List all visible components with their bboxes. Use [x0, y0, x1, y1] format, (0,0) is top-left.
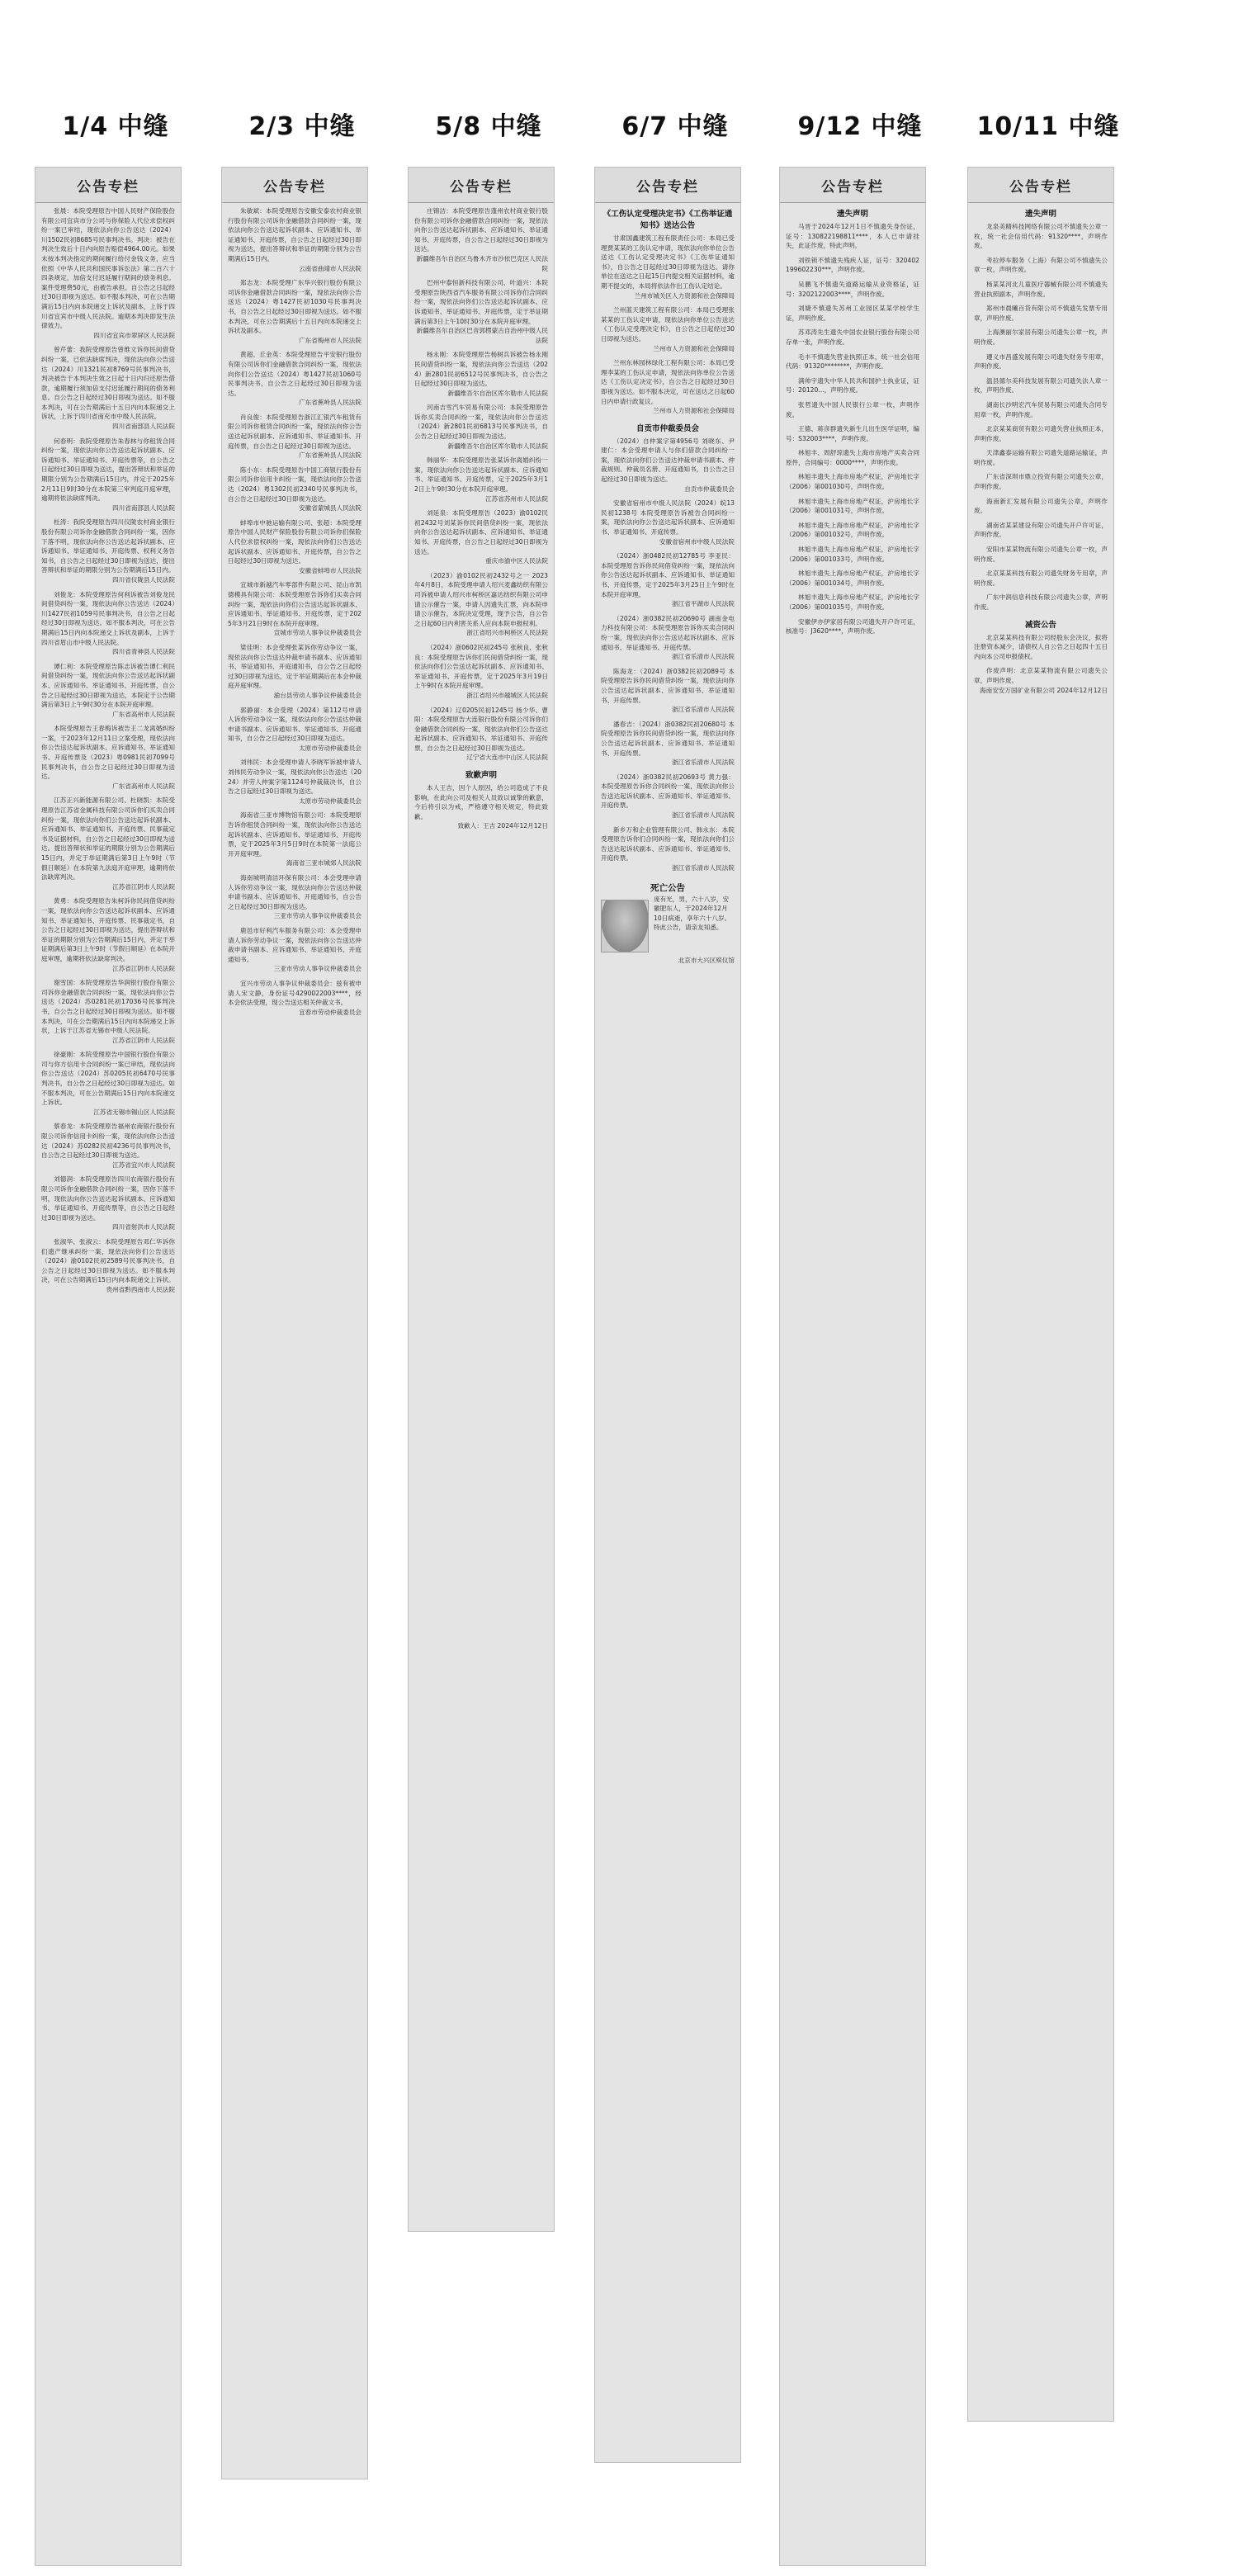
notice-text: 鹿邑市好利汽车服务有限公司：本会受理申请人诉你劳动争议一案，现依法向你公告送达仲裁申请书副本、应诉通知书、举证通知书、开庭通知书。 — [228, 926, 361, 963]
column-header: 公告专栏 — [780, 168, 925, 203]
column-header: 公告专栏 — [968, 168, 1113, 203]
notice-item — [409, 452, 554, 505]
notice-item — [968, 397, 1113, 421]
notice-heading: 《工伤认定受理决定书》《工伤举证通知书》送达公告 — [602, 210, 733, 230]
notice-text: 曾芹蕾：我院受理原告曾维文诉你民间借贷纠纷一案，已依法缺席判决，现依法向你公告送达（2024）川1321民初8769号民事判决书，判决被告于本判决生效之日起十日内归还原告借款，逾期履行须加倍支付迟延履行期间的债务利息。自公告之日起经过30日即视为送达。如不服本判决，可在公告期满后十五日内向本院递交上诉状，上诉于四川省南充市中级人民法院。 — [41, 346, 175, 421]
notice-item — [222, 577, 367, 640]
notice-item — [595, 822, 740, 875]
notice-text: 蚌埠市中驰运输有限公司、张超：本院受理原告中国人民财产保险股份有限公司诉你们保险人代位求偿权纠纷一案，现依法向你们公告送达起诉状副本、应诉通知书、开庭传票，自公告之日起经过30日即视为送达。 — [228, 518, 361, 565]
notice-text: （2024）自仲案字第4956号 刘晓东、尹建仁：本会受理申请人与你们借款合同纠纷一案，现依法向你们公告送达仲裁申请书副本、仲裁规则、仲裁员名册、开庭通知书，自公告之日起经过30日即视为送达。 — [601, 437, 735, 484]
notice-text: 肖良俊：本院受理原告浙江汇银汽车租赁有限公司诉你租赁合同纠纷一案，现依法向你公告送达起诉状副本、应诉通知书、举证通知书、开庭传票，自公告之日起经过30日即视为送达。 — [228, 413, 361, 450]
notice-text: 林旭丰遗失上海市房地产权证，沪房地长字（2006）第001031号，声明作废。 — [786, 497, 919, 515]
notice-item — [35, 975, 181, 1047]
notice-signature: 广东省蕉岭县人民法院 — [299, 399, 361, 407]
notice-signature: 重庆市渝中区人民法院 — [485, 557, 548, 565]
notice-item — [780, 445, 925, 469]
notice-signature: 四川省青神县人民法院 — [112, 648, 175, 656]
notice-signature: 浙江省绍兴市越城区人民法院 — [466, 691, 548, 699]
notice-text: 刘铁锁不慎遗失残疾人证，证号：320402199602230***，声明作废。 — [786, 256, 919, 274]
notice-item — [409, 505, 554, 568]
notice-text: 刘俊龙：本院受理原告何利诉被告刘俊龙民间借贷纠纷一案，现依法向你公告送达（2024）川1427民初1059号民事判决书，自公告之日起经过30日即视为送达。如不服本判决，可在公告期满后15日内向本院递交上诉状及副本，上诉于四川省眉山市中级人民法院。 — [41, 590, 175, 646]
notice-item — [968, 349, 1113, 373]
notice-column — [221, 167, 368, 2479]
notice-item — [968, 253, 1113, 277]
notice-item — [968, 300, 1113, 324]
notice-text: 杜涛：我院受理原告四川仪陇农村商业银行股份有限公司诉你金融借款合同纠纷一案，因你下落不明，现依法向你公告送达起诉状副本、应诉通知书、举证通知书、开庭传票、权利义务告知书，自公告之日起经过30日即视为送达，提出答辩状和举证的期限分别为公告期满后15日内。 — [41, 518, 175, 574]
notice-signature: 浙江省乐清市人民法院 — [672, 864, 735, 872]
notice-item — [222, 807, 367, 870]
notice-item — [968, 541, 1113, 565]
notice-item — [35, 342, 181, 432]
obituary-heading: 死亡公告 — [650, 882, 685, 893]
notice-text: 林旭丰遗失上海市房地产权证，沪房地长字（2006）第001032号，声明作废。 — [786, 521, 919, 539]
notice-item — [222, 702, 367, 755]
notice-text: 宜兴市劳动人事争议仲裁委员会：兹有被申请人宋文静，身份证号4290022003****，经本会依法受理，现公告送达相关仲裁文书。 — [228, 979, 361, 1007]
notice-signature: 广东省高州市人民法院 — [112, 710, 175, 718]
notice-text: 兰州东林园林绿化工程有限公司：本局已受理李某的工伤认定申请，现依法向你单位公告送达《工伤认定决定书》，自公告之日起经过30日即视为送达。如不服本决定，可在送达之日起60日内申请行政复议。 — [601, 359, 735, 405]
notice-item — [968, 445, 1113, 469]
notice-text: （2024）浙0482民初12785号 李亚民：本院受理原告诉你民间借贷纠纷一案，现依法向你公告送达起诉状副本、应诉通知书、举证通知书、开庭传票，定于2025年3月25日上午9时在本院开庭审理。 — [601, 552, 735, 598]
notice-text: 广东中润信息科技有限公司遗失公章，声明作废。 — [974, 593, 1108, 611]
notice-signature: 江苏省苏州市人民法院 — [485, 494, 548, 503]
notice-signature: 新疆维吾尔自治区库尔勒市人民法院 — [447, 389, 548, 397]
notice-text: 天津鑫泰运输有限公司遗失道路运输证，声明作废。 — [974, 449, 1108, 466]
notice-item — [968, 277, 1113, 300]
notice-item — [780, 565, 925, 589]
notice-text: （2024）辽0205民初1245号 杨少华、曹阳：本院受理原告大连银行股份有限公司诉你们金融借款合同纠纷一案，现依法向你们公告送达起诉状副本、应诉通知书、举证通知书、开庭传票，自公告之日起经过30日即视为送达。 — [414, 706, 548, 752]
notice-item — [35, 1171, 181, 1234]
notice-item — [222, 923, 367, 976]
notice-text: 刘婕不慎遗失苏州工业园区某某学校学生证，声明作废。 — [786, 305, 919, 322]
notice-item — [780, 421, 925, 445]
notice-signature: 辽宁省大连市中山区人民法院 — [466, 754, 548, 762]
notice-item — [780, 203, 925, 253]
notice-text: 本院受理原告王春梅诉被告王二龙离婚纠纷一案，于2023年12月11日立案受理，现依法向你公告送达起诉状副本、应诉通知书、举证通知书、开庭传票及（2023）粤0981民初7099号民事判决书，自公告之日起经过30日即视为送达。 — [41, 725, 175, 781]
notice-column — [967, 167, 1114, 2422]
notice-item — [35, 433, 181, 515]
notice-text: 谢雪国：本院受理原告华润银行股份有限公司诉你金融借款合同纠纷一案，现依法向你公告送达（2024）苏0281民初17036号民事判决书，自公告之日起经过30日即视为送达。如不服本判决，可在公告期满后15日内向本院递交上诉状，上诉于江苏省无锡市中级人民法院。 — [41, 979, 175, 1035]
notice-signature: 宜春市劳动仲裁委员会 — [299, 1008, 361, 1016]
notice-item — [780, 277, 925, 300]
notice-item — [780, 349, 925, 373]
notice-text: 本人王吉，因个人原因，给公司造成了不良影响，在此向公司及相关人员致以诚挚的歉意，今后将引以为戒，严格遵守相关规定，特此致歉。 — [414, 784, 548, 820]
column-body — [780, 203, 925, 638]
notice-text: 郭静丽：本会受理（2024）第112号申请人诉你劳动争议一案，现依法向你公告送达仲裁申请书副本、应诉通知书、举证通知书、开庭通知书，自公告之日起经过30日即视为送达。 — [228, 706, 361, 743]
notice-signature: 新疆维吾尔自治区乌鲁木齐市沙依巴克区人民法院 — [416, 254, 548, 272]
notice-signature: 新疆维吾尔自治区库尔勒市人民法院 — [447, 442, 548, 450]
notice-text: 安徽省宿州市中级人民法院（2024）皖13民初1238号 本院受理原告诉被告合同纠纷一案，现依法向你公告送达起诉状副本、应诉通知书、举证通知书、开庭传票。 — [601, 499, 735, 536]
notice-text: 潘春吉：（2024）浙0382民初20680号 本院受理原告诉你民间借贷纠纷一案，现依法向你公告送达起诉状副本、应诉通知书、举证通知书、开庭传票。 — [601, 720, 735, 757]
notice-signature: 海南安安万国矿业有限公司 2024年12月12日 — [980, 686, 1108, 694]
notice-text: 郑州市晨曦百货有限公司不慎遗失发票专用章，声明作废。 — [974, 305, 1108, 322]
notice-text: 考拉停车服务（上海）有限公司不慎遗失公章一枚，声明作废。 — [974, 256, 1108, 274]
notice-text: 宜城市新越汽车零部件有限公司、昆山市凯德模具有限公司：本院受理原告诉你们买卖合同纠纷一案，现依法向你们公告送达起诉状副本、应诉通知书、举证通知书、开庭传票，定于2025年3月21日9时在本院开庭审理。 — [228, 581, 361, 627]
notice-text: 黄勇：本院受理原告朱柯诉你民间借贷纠纷一案，现依法向你公告送达起诉状副本、应诉通知书、举证通知书、开庭传票、民事裁定书，自公告之日起经过30日即视为送达，提出答辩状和举证的期限分别为公告期满后15日内，并定于举证期满后第3日上午9时（节假日顺延）在本院开庭审理，逾期将依法缺席判决。 — [41, 897, 175, 962]
notice-signature: 三亚市劳动人事争议仲裁委员会 — [273, 912, 361, 920]
notice-item — [35, 514, 181, 586]
notice-text: （2023）渝0102民初2432号之一 2023年4月8日，本院受理申请人绍兴麦鑫纺织有限公司诉被申请人绍兴市柯桥区嘉达纺织有限公司申请公示催告一案，申请人因遗失汇票，向本院申请公示催告，本院决定受理，现予公告，自公告之日起60日内利害关系人应向本院申报权利。 — [414, 571, 548, 627]
notice-text: 广东省深圳市鼎立投资有限公司遗失公章，声明作废。 — [974, 473, 1108, 491]
notice-item — [35, 792, 181, 893]
notice-text: 谭仁利：本院受理原告陈志诉被告谭仁利民间借贷纠纷一案，现依法向你公告送达起诉状副本、应诉通知书、举证通知书、开庭传票，自公告之日起经过30日即视为送达，本院定于公告期满后第3日上午9时30分在本院开庭审理。 — [41, 662, 175, 709]
notice-signature: 兰州市人力资源和社会保障局 — [653, 344, 735, 352]
notice-item — [780, 614, 925, 638]
notice-item — [780, 494, 925, 518]
notice-text: 张淑华、张淑云：本院受理原告邓仁华诉你们遗产继承纠纷一案，现依法向你们公告送达（2024）渝0102民初2589号民事判决书，自公告之日起经过30日即视为送达。如不服本判决，可在公告期满后15日内向本院递交上诉状。 — [41, 1237, 175, 1284]
notice-signature: 四川省南部县人民法院 — [112, 503, 175, 512]
notice-item — [35, 721, 181, 792]
notice-signature: 渝台县劳动人事争议仲裁委员会 — [273, 691, 361, 699]
notice-text: 作废声明：北京某某物流有限公司遗失公章，声明作废。 — [974, 667, 1108, 684]
notice-item — [595, 495, 740, 548]
notice-signature: 四川省射洪市人民法院 — [112, 1223, 175, 1231]
notice-signature: 兰州市城关区人力资源和社会保障局 — [634, 291, 735, 300]
notice-heading: 遗失声明 — [1024, 210, 1056, 219]
notice-signature: 四川省仪陇县人民法院 — [112, 575, 175, 584]
notice-text: 郑志龙：本院受理广东华兴银行股份有限公司诉你金融借款合同纠纷一案，现依法向你公告送达（2024）粤1427民初1030号民事判决书，自公告之日起经过30日即视为送达。如不服本判决，可在公告期满后十五日内向本院递交上诉状及副本。 — [228, 279, 361, 335]
obituary-text: 庞有光，男，六十八岁，安徽肥东人，于2024年12月10日病逝，享年六十八岁。特此公告，请亲友知悉。 — [654, 895, 731, 932]
notice-item — [222, 203, 367, 275]
notice-signature: 安徽省蒙城县人民法院 — [299, 504, 361, 513]
notice-text: 新乡万和企业管理有限公司、韩永东：本院受理原告诉你们合同纠纷一案，现依法向你们公告送达起诉状副本、应诉通知书、举证通知书、开庭传票。 — [601, 825, 735, 863]
notice-item — [409, 568, 554, 640]
notice-item — [780, 397, 925, 421]
notice-signature: 自贡市仲裁委员会 — [684, 484, 735, 493]
notice-text: 满帅宇遗失中华人民共和国护士执业证，证号：20120...，声明作废。 — [786, 376, 919, 395]
notice-item — [595, 418, 740, 496]
notice-item — [222, 515, 367, 578]
notice-text: 海南新汇发展有限公司遗失公章，声明作废。 — [974, 497, 1108, 515]
notice-text: 毛丰不慎遗失营业执照正本，统一社会信用代码：91320********，声明作废。 — [786, 352, 919, 371]
notice-signature: 兰州市人力资源和社会保障局 — [653, 407, 735, 415]
notice-text: 安阳市某某物流有限公司遗失公章一枚，声明作废。 — [974, 546, 1108, 563]
notice-signature: 贵州省黔西南市人民法院 — [106, 1285, 175, 1293]
notice-item — [35, 587, 181, 659]
notice-item — [968, 203, 1113, 253]
notice-item — [968, 469, 1113, 493]
notice-text: 北京某某商贸有限公司遗失营业执照正本，声明作废。 — [974, 425, 1108, 442]
notice-item — [595, 548, 740, 611]
notice-text: 韩丽华：本院受理原告张某诉你离婚纠纷一案，现依法向你公告送达起诉状副本、应诉通知书、举证通知书、开庭传票，定于2025年3月12日上午9时30分在本院开庭审理。 — [414, 456, 548, 494]
notice-text: 上海澳丽尔家居有限公司遗失公章一枚，声明作废。 — [974, 328, 1108, 346]
notice-text: 梁佳明：本会受理张某诉你劳动争议一案，现依法向你公告送达仲裁申请书副本、应诉通知书、举证通知书、开庭通知书，自公告之日起经过30日即视为送达，定于举证期满后在本会仲裁庭开庭审理。 — [228, 643, 361, 690]
notice-item — [222, 409, 367, 462]
notice-item — [968, 663, 1113, 697]
notice-item — [35, 659, 181, 721]
notice-text: 遵义市昌盛发展有限公司遗失财务专用章，声明作废。 — [974, 352, 1108, 371]
notice-item — [595, 769, 740, 822]
notice-text: 海南省三亚市博物馆有限公司：本院受理原告诉你租赁合同纠纷一案，现依法向你公告送达起诉状副本、应诉通知书、举证通知书、开庭传票，定于2025年3月5日9时在本院第一法庭公开开庭审理。 — [228, 811, 361, 858]
notice-text: 林旭丰、周舒琼遗失上海市房地产买卖合同原件，合同编号：0000****，声明作废。 — [786, 449, 919, 466]
notice-signature: 广东省梅州市人民法院 — [299, 336, 361, 344]
notice-text: 林旭丰遗失上海市房地产权证，沪房地长字（2006）第001033号，声明作废。 — [786, 546, 919, 563]
column-header: 公告专栏 — [222, 168, 367, 203]
notice-text: 刘延泉：本院受理原告（2023）渝0102民初2432号刘某诉你民间借贷纠纷一案，现依法向你公告送达起诉状副本、应诉通知书、举证通知书、开庭传票，自公告之日起经过30日即视为送达。 — [414, 509, 548, 555]
notice-item — [409, 275, 554, 347]
notice-item — [780, 589, 925, 613]
notice-item — [968, 589, 1113, 613]
notice-text: 朱敏斌：本院受理原告安徽安泰农村商业银行股份有限公司诉你金融借款合同纠纷一案，现依法向你公告送达起诉状副本、应诉通知书、举证通知书、开庭传票，自公告之日起经过30日即视为送达，提出答辩状和举证的期限分别为公告期满后15日内。 — [228, 207, 361, 262]
notice-signature: 致歉人：王吉 2024年12月12日 — [457, 822, 548, 830]
notice-column — [779, 167, 926, 2566]
notice-signature: 太原市劳动仲裁委员会 — [299, 744, 361, 752]
notice-text: 湖南长沙明宏汽车贸易有限公司遗失合同专用章一枚，声明作废。 — [974, 400, 1108, 418]
notice-heading: 减资公告 — [1024, 620, 1056, 630]
notice-item — [968, 421, 1113, 445]
notice-item — [780, 518, 925, 541]
notice-item — [595, 716, 740, 769]
column-title: 5/8 中缝 — [435, 112, 542, 141]
notice-item — [595, 611, 740, 664]
notice-item — [35, 1047, 181, 1118]
notice-item — [968, 494, 1113, 518]
notice-text: 蔡春龙：本院受理原告福州农商银行股份有限公司诉你信用卡纠纷一案，现依法向你公告送达（2024）苏0282民初4236号民事判决书，自公告之日起经过30日即视为送达。 — [41, 1123, 175, 1160]
notice-item — [35, 893, 181, 975]
notice-text: 杨永刚：本院受理原告杨树兵诉被告杨永刚民间借贷纠纷一案，现依法向你公告送达（2024）新2801民初6512号民事判决书，自公告之日起经过30日即视为送达。 — [414, 351, 548, 388]
column-header: 公告专栏 — [35, 168, 181, 203]
notice-text: 马晋于2024年12月1日不慎遗失身份证，证号：130822198811****，本人已申请挂失，此证作废，特此声明。 — [786, 223, 919, 250]
notice-column — [35, 167, 182, 2566]
notice-item — [409, 640, 554, 702]
notice-item — [409, 702, 554, 765]
notice-text: 苏邓涛先生遗失中国农业银行股份有限公司存单一张，声明作废。 — [786, 328, 919, 346]
notice-signature: 四川省宜宾市翠屏区人民法院 — [93, 331, 175, 339]
notice-item — [222, 976, 367, 1019]
notice-item — [780, 469, 925, 493]
notice-item — [968, 565, 1113, 589]
notice-signature: 三亚市劳动人事争议仲裁委员会 — [273, 965, 361, 973]
notice-text: 徐豪刚：本院受理原告中国银行股份有限公司与你方信用卡合同纠纷一案已审结，现依法向你公告送达（2024）苏0205民初6470号民事判决书，自公告之日起经过30日即视为送达。如不服本判决，可在公告期满后15日内向本院递交上诉状。 — [41, 1051, 175, 1107]
notice-item — [968, 324, 1113, 348]
column-title: 10/11 中缝 — [976, 112, 1120, 141]
notice-text: 林旭丰遗失上海市房地产权证，沪房地长字（2006）第001030号，声明作废。 — [786, 473, 919, 491]
notice-item — [780, 300, 925, 324]
notice-signature: 太原市劳动仲裁委员会 — [299, 796, 361, 805]
notice-text: 甘肃国鑫建筑工程有限责任公司：本局已受理贾某某的工伤认定申请，现依法向你单位公告送达《工伤认定受理决定书》《工伤举证通知书》，自公告之日起经过30日即视为送达。请你单位在送达之日起15日内提交相关证据材料，逾期不提交的，本局将依法作出工伤认定结论。 — [601, 234, 735, 290]
column-body — [595, 203, 740, 967]
notice-text: 王德、蒋彦群遗失新生儿出生医学证明，编号：S32003****，声明作废。 — [786, 425, 919, 442]
notice-item — [595, 302, 740, 355]
notice-item — [222, 462, 367, 515]
notice-text: 湖南省某某建设有限公司遗失开户许可证，声明作废。 — [974, 521, 1108, 539]
notice-item — [222, 275, 367, 347]
notice-item — [35, 1118, 181, 1171]
notice-item — [409, 203, 554, 275]
notice-heading: 自贡市仲裁委员会 — [636, 423, 699, 433]
column-body — [968, 203, 1113, 697]
notice-text: 兰州蓝天建筑工程有限公司：本局已受理张某某的工伤认定申请，现依法向你单位公告送达《工伤认定受理决定书》，自公告之日起经过30日即视为送达。 — [601, 306, 735, 343]
notice-text: 安徽伊亦伊家居有限公司遗失开户许可证，核准号：J3620****，声明作废。 — [786, 617, 919, 636]
notice-signature: 江苏省无锡市锡山区人民法院 — [93, 1108, 175, 1116]
notice-signature: 宣城市劳动人事争议仲裁委员会 — [273, 629, 361, 637]
notice-text: 河南吉雪汽车贸易有限公司：本院受理原告诉你买卖合同纠纷一案，现依法向你公告送达（2024）新2801民初6813号民事判决书，自公告之日起经过30日即视为送达。 — [414, 404, 548, 441]
notice-text: 张哲遗失中国人民银行公章一枚，声明作废。 — [786, 400, 919, 418]
notice-item — [968, 518, 1113, 541]
notice-text: 黄超、丘金英：本院受理原告平安银行股份有限公司诉你们金融借款合同纠纷一案，现依法向你们公告送达（2024）粤1427民初1060号民事判决书，自公告之日起经过30日即视为送达。 — [228, 351, 361, 397]
column-title: 9/12 中缝 — [797, 112, 923, 141]
notice-text: （2024）浙0382民初20693号 黄力强：本院受理原告诉你合同纠纷一案，现依法向你公告送达起诉状副本、应诉通知书、举证通知书、开庭传票。 — [601, 773, 735, 810]
notice-text: 张晨：本院受理原告中国人民财产保险股份有限公司宜宾市分公司与你保险人代位求偿权纠纷一案已审结，现依法向你公告送达（2024）川1502民初8685号民事判决书。判决：被告在判决生效后十日内向原告赔偿4964.00元。如果未按本判决指定的期间履行给付金钱义务，应当依照《中华人民共和国民事诉讼法》第二百六十四条规定，加倍支付迟延履行期间的债务利息。案件受理费50元，由被告承担。自公告之日起经过30日即视为送达。如不服本判决，可在公告期满后15日内向本院递交上诉状及副本，上诉于四川省宜宾市中级人民法院。逾期本判决即发生法律效力。 — [41, 207, 175, 330]
notice-item — [780, 324, 925, 348]
notice-text: 龙泉美精科技网络有限公司不慎遗失公章一枚，统一社会信用代码：91320****，声明作废。 — [974, 223, 1108, 250]
notice-item — [595, 203, 740, 302]
column-title: 2/3 中缝 — [248, 112, 356, 141]
notice-text: 陈海龙：（2024）浙0382民初2089号 本院受理原告诉你民间借贷纠纷一案，现依法向你公告送达起诉状副本、应诉通知书、举证通知书、开庭传票。 — [601, 667, 735, 704]
notice-item — [409, 399, 554, 452]
notice-text: 北京某某科技有限公司遗失财务专用章，声明作废。 — [974, 570, 1108, 587]
notice-signature: 安徽省宿州市中级人民法院 — [659, 537, 735, 546]
notice-text: （2024）浙0382民初20690号 湖南金电力科技有限公司：本院受理原告诉你买卖合同纠纷一案，现依法向你公告送达起诉状副本、应诉通知书、举证通知书、开庭传票。 — [601, 614, 735, 651]
notice-column — [594, 167, 741, 2463]
notice-text: 温县德尔美科技发展有限公司遗失法人章一枚，声明作废。 — [974, 376, 1108, 395]
notice-text: 陈小东：本院受理原告中国工商银行股份有限公司诉你信用卡纠纷一案，现依法向你公告送达（2024）粤1302民初2340号民事判决书，自公告之日起经过30日即视为送达。 — [228, 466, 361, 503]
notice-item — [35, 203, 181, 342]
notice-signature: 浙江省乐清市人民法院 — [672, 759, 735, 767]
column-title: 6/7 中缝 — [621, 112, 729, 141]
column-header: 公告专栏 — [595, 168, 740, 203]
notice-text: 林旭丰遗失上海市房地产权证，沪房地长字（2006）第001035号，声明作废。 — [786, 593, 919, 611]
notice-item — [595, 355, 740, 418]
notice-item — [35, 1234, 181, 1297]
notice-text: 海南城明清洁环保有限公司：本会受理申请人诉你劳动争议一案，现依法向你公告送达仲裁申请书副本、应诉通知书、开庭通知书，自公告之日起经过30日即视为送达。 — [228, 874, 361, 910]
notice-signature: 海南省三亚市城郊人民法院 — [286, 859, 361, 867]
notice-item — [595, 664, 740, 716]
notice-item — [780, 541, 925, 565]
notice-signature: 浙江省乐清市人民法院 — [672, 706, 735, 714]
notice-item — [409, 764, 554, 833]
notice-signature: 江苏省江阴市人民法院 — [112, 1036, 175, 1044]
notice-signature: 广东省蕉岭县人民法院 — [299, 451, 361, 460]
notice-text: 刘德润：本院受理原告四川农商银行股份有限公司诉你金融借款合同纠纷一案，因你下落不明，现依法向你公告送达起诉状副本、应诉通知书、举证通知书、开庭传票等，自公告之日起经过30日即视为送达。 — [41, 1175, 175, 1222]
column-header: 公告专栏 — [409, 168, 554, 203]
notice-text: 何春明：我院受理原告朱春林与你租赁合同纠纷一案，现依法向你公告送达起诉状副本、应诉通知书、举证通知书、开庭传票等，自公告之日起经过30日即视为送达，提出答辩状和举证的期限分别为公告期满后15日内，并定于2025年2月11日9时30分在本院第三审判庭开庭审理，逾期将依法缺席判决。 — [41, 437, 175, 503]
notice-signature: 四川省南部县人民法院 — [112, 423, 175, 431]
notice-text: 刘伟民：本会受理申请人李晓军诉被申请人刘伟民劳动争议一案，现依法向你公告送达（2024）并劳人仲案字第1124号仲裁裁决书，自公告之日起经过30日即视为送达。 — [228, 759, 361, 796]
notice-signature: 广东省高州市人民法院 — [112, 782, 175, 790]
notice-item — [780, 373, 925, 397]
portrait-photo — [601, 900, 649, 952]
notice-signature: 安徽省蚌埠市人民法院 — [299, 566, 361, 574]
column-body — [222, 203, 367, 1019]
notice-signature: 浙江省绍兴市柯桥区人民法院 — [466, 629, 548, 637]
column-body — [409, 203, 554, 833]
notice-text: 林旭丰遗失上海市房地产权证，沪房地长字（2006）第001034号，声明作废。 — [786, 570, 919, 587]
notice-signature: 浙江省乐清市人民法院 — [672, 811, 735, 820]
notice-text: 江苏正兴新能源有限公司、杜晓凯：本院受理原告江苏省金属科技有限公司诉你们买卖合同纠纷一案，现依法向你们公告送达起诉状副本、应诉通知书、举证通知书、开庭传票、民事裁定书及证据材料，自公告之日起经过30日即视为送达。提出答辩状和举证的期限分别为公告期满后15日内，并定于举证期满后第3日上午9时（节假日顺延）在本院第九法庭开庭审理，逾期将依法缺席判决。 — [41, 796, 175, 882]
column-body — [35, 203, 181, 1297]
notice-signature: 新疆维吾尔自治区巴音郭楞蒙古自治州中级人民法院 — [416, 327, 548, 344]
notice-heading: 致歉声明 — [465, 771, 497, 781]
notice-signature: 江苏省宜兴市人民法院 — [112, 1160, 175, 1169]
notice-signature: 浙江省乐清市人民法院 — [672, 653, 735, 661]
notice-signature: 云南省曲靖市人民法院 — [299, 264, 361, 272]
notice-heading: 遗失声明 — [836, 210, 868, 219]
notice-item — [409, 347, 554, 399]
notice-item — [222, 347, 367, 409]
notice-text: 吴鹏飞不慎遗失道路运输从业资格证，证号：3202122003****，声明作废。 — [786, 280, 919, 298]
notice-item — [780, 253, 925, 277]
obituary — [595, 875, 740, 967]
notice-signature: 浙江省平湖市人民法院 — [672, 600, 735, 608]
notice-column — [408, 167, 555, 2232]
notice-item — [968, 373, 1113, 397]
notice-item — [968, 614, 1113, 664]
notice-signature: 江苏省江阴市人民法院 — [112, 882, 175, 891]
notice-text: 杨某某河北儿童医疗器械有限公司不慎遗失营业执照副本，声明作废。 — [974, 280, 1108, 298]
notice-text: 庄锦洁：本院受理原告蓬州农村商业银行股份有限公司诉你金融借款合同纠纷一案，现依法向你公告送达起诉状副本、应诉通知书、举证通知书、开庭传票，自公告之日起经过30日即视为送达。 — [414, 207, 548, 253]
notice-text: （2024）浙0602民初245号 张秋良、张秋良：本院受理原告诉你们民间借贷纠纷一案，现依法向你们公告送达起诉状副本、应诉通知书、举证通知书、开庭传票，定于2025年3月19日上午9时在本院开庭审理。 — [414, 643, 548, 690]
column-title: 1/4 中缝 — [62, 112, 169, 141]
notice-signature: 江苏省江阴市人民法院 — [112, 964, 175, 972]
notice-item — [222, 870, 367, 923]
notice-item — [222, 640, 367, 702]
notice-text: 巴州中泰恒新科技有限公司、叶道兴：本院受理原告陕西省汽车服务有限公司诉你们合同纠纷一案，现依法向你们公告送达起诉状副本、应诉通知书、举证通知书、开庭传票，定于举证期满后第3日上午10时30分在本院开庭审理。 — [414, 279, 548, 325]
notice-item — [222, 754, 367, 807]
obituary-signature: 北京市大兴区殡仪馆 — [678, 956, 735, 964]
notice-text: 北京某某科技有限公司经股东会决议，拟将注册资本减少，请债权人自公告之日起四十五日内向本公司申报债权。 — [974, 633, 1108, 660]
